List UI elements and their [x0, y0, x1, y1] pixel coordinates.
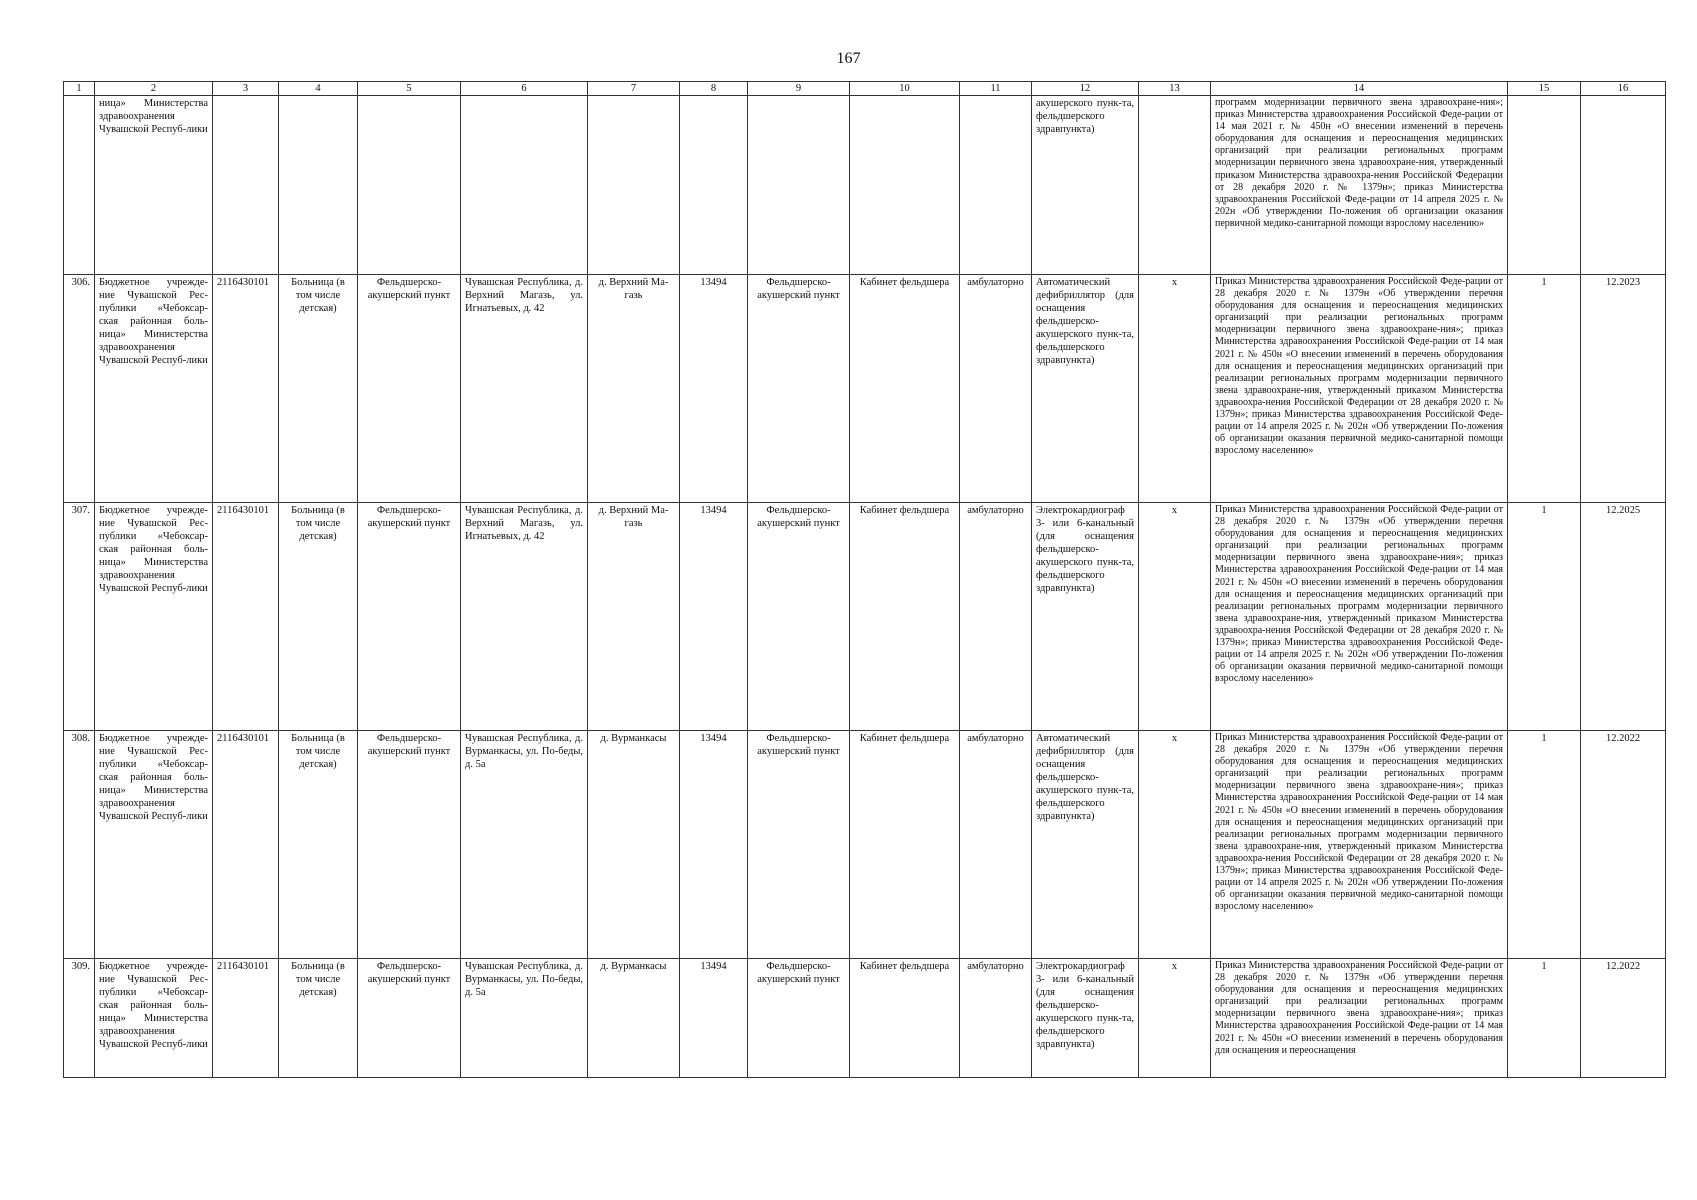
col-header: 1	[64, 82, 95, 96]
type-cell: Больница (в том числе детская)	[279, 275, 358, 503]
col-header: 15	[1508, 82, 1581, 96]
locality-cell: д. Вурманкасы	[588, 959, 680, 1078]
date-cell: 12.2023	[1581, 275, 1666, 503]
col13-cell: х	[1139, 731, 1211, 959]
address-cell: Чувашская Республика, д. Верхний Магазь, ул. Игнатьевых, д. 42	[461, 275, 588, 503]
normative-cell: программ модернизации первичного звена здравоохране-ния»; приказ Министерства здравоохранения Российской Феде-рации от 14 мая 2021 г. № 450н «О внесении изменений в перечень оборудования для оснащения и переоснащения медицинских организаций при реализации региональных программ модернизации первичного звена здравоохране-ния, утвержденный приказом Министерства здравоохра-нения Российской Федерации от 28 декабря 2020 г. № 1379н»; приказ Министерства здравоохранения Российской Феде-рации от 14 апреля 2025 г. № 202н «Об утверждении По-ложения об организации оказания первичной медико-санитарной помощи взрослому населению»	[1211, 96, 1508, 275]
locality-cell: д. Верхний Ма-газь	[588, 503, 680, 731]
col13-cell: х	[1139, 275, 1211, 503]
org-cell: ница» Министерства здравоохранения Чувашской Респуб-лики	[95, 96, 213, 275]
equipment-cell: акушерского пунк-та, фельдшерского здравпункта)	[1032, 96, 1139, 275]
register-table	[63, 81, 1666, 1078]
row-number: 307.	[64, 503, 95, 731]
date-cell: 12.2025	[1581, 503, 1666, 731]
col-header: 10	[850, 82, 960, 96]
qty-cell: 1	[1508, 503, 1581, 731]
col-header: 11	[960, 82, 1032, 96]
date-cell: 12.2022	[1581, 959, 1666, 1078]
column-number-row	[64, 82, 1666, 96]
col-header: 14	[1211, 82, 1508, 96]
col-header: 8	[680, 82, 748, 96]
table-row	[64, 503, 1666, 731]
row-number: 309.	[64, 959, 95, 1078]
code-cell: 13494	[680, 503, 748, 731]
qty-cell: 1	[1508, 959, 1581, 1078]
table-row-continuation	[64, 96, 1666, 275]
col-header: 7	[588, 82, 680, 96]
table-row	[64, 275, 1666, 503]
inn-cell: 2116430101	[213, 503, 279, 731]
type-cell: Больница (в том числе детская)	[279, 959, 358, 1078]
inn-cell: 2116430101	[213, 731, 279, 959]
care-cell: амбулаторно	[960, 503, 1032, 731]
room-cell: Кабинет фельдшера	[850, 959, 960, 1078]
org-cell: Бюджетное учрежде-ние Чувашской Рес-публики «Чебоксар-ская районная боль-ница» Министерства здравоохранения Чувашской Респуб-лики	[95, 503, 213, 731]
address-cell: Чувашская Республика, д. Вурманкасы, ул. По-беды, д. 5а	[461, 731, 588, 959]
type-cell: Больница (в том числе детская)	[279, 731, 358, 959]
subunit-cell: Фельдшерско-акушерский пункт	[748, 275, 850, 503]
col-header: 9	[748, 82, 850, 96]
care-cell: амбулаторно	[960, 731, 1032, 959]
col-header: 5	[358, 82, 461, 96]
qty-cell: 1	[1508, 731, 1581, 959]
page-number: 167	[836, 50, 861, 67]
room-cell: Кабинет фельдшера	[850, 275, 960, 503]
table-row	[64, 731, 1666, 959]
col-header: 2	[95, 82, 213, 96]
code-cell: 13494	[680, 731, 748, 959]
equipment-cell: Электрокардиограф 3- или 6-канальный (для оснащения фельдшерско-акушерского пунк-та, фельдшерского здравпункта)	[1032, 959, 1139, 1078]
subunit-cell: Фельдшерско-акушерский пункт	[748, 731, 850, 959]
equipment-cell: Автоматический дефибриллятор (для оснащения фельдшерско-акушерского пунк-та, фельдшерского здравпункта)	[1032, 275, 1139, 503]
org-cell: Бюджетное учрежде-ние Чувашской Рес-публики «Чебоксар-ская районная боль-ница» Министерства здравоохранения Чувашской Респуб-лики	[95, 275, 213, 503]
subunit-cell: Фельдшерско-акушерский пункт	[748, 503, 850, 731]
normative-cell: Приказ Министерства здравоохранения Российской Феде-рации от 28 декабря 2020 г. № 1379н «Об утверждении перечня оборудования для оснащения и переоснащения медицинских организаций при реализации региональных программ модернизации первичного звена здравоохране-ния»; приказ Министерства здравоохранения Российской Феде-рации от 14 мая 2021 г. № 450н «О внесении изменений в перечень оборудования для оснащения и переоснащения медицинских организаций при реализации региональных программ модернизации первичного звена здравоохране-ния, утвержденный приказом Министерства здравоохра-нения Российской Федерации от 28 декабря 2020 г. № 1379н»; приказ Министерства здравоохранения Российской Феде-рации от 14 апреля 2025 г. № 202н «Об утверждении По-ложения об организации оказания первичной медико-санитарной помощи взрослому населению»	[1211, 731, 1508, 959]
type-cell: Больница (в том числе детская)	[279, 503, 358, 731]
col-header: 3	[213, 82, 279, 96]
equipment-cell: Автоматический дефибриллятор (для оснащения фельдшерско-акушерского пунк-та, фельдшерского здравпункта)	[1032, 731, 1139, 959]
address-cell: Чувашская Республика, д. Вурманкасы, ул. По-беды, д. 5а	[461, 959, 588, 1078]
col-header: 12	[1032, 82, 1139, 96]
code-cell: 13494	[680, 275, 748, 503]
inn-cell: 2116430101	[213, 959, 279, 1078]
unit-cell: Фельдшерско-акушерский пункт	[358, 503, 461, 731]
care-cell: амбулаторно	[960, 275, 1032, 503]
qty-cell: 1	[1508, 275, 1581, 503]
subunit-cell: Фельдшерско-акушерский пункт	[748, 959, 850, 1078]
row-number: 306.	[64, 275, 95, 503]
col-header: 13	[1139, 82, 1211, 96]
col13-cell: х	[1139, 959, 1211, 1078]
equipment-cell: Электрокардиограф 3- или 6-канальный (для оснащения фельдшерско-акушерского пунк-та, фельдшерского здравпункта)	[1032, 503, 1139, 731]
col-header: 16	[1581, 82, 1666, 96]
code-cell: 13494	[680, 959, 748, 1078]
room-cell: Кабинет фельдшера	[850, 731, 960, 959]
col-header: 4	[279, 82, 358, 96]
org-cell: Бюджетное учрежде-ние Чувашской Рес-публики «Чебоксар-ская районная боль-ница» Министерства здравоохранения Чувашской Респуб-лики	[95, 731, 213, 959]
inn-cell: 2116430101	[213, 275, 279, 503]
row-number: 308.	[64, 731, 95, 959]
unit-cell: Фельдшерско-акушерский пункт	[358, 275, 461, 503]
normative-cell: Приказ Министерства здравоохранения Российской Феде-рации от 28 декабря 2020 г. № 1379н «Об утверждении перечня оборудования для оснащения и переоснащения медицинских организаций при реализации региональных программ модернизации первичного звена здравоохране-ния»; приказ Министерства здравоохранения Российской Феде-рации от 14 мая 2021 г. № 450н «О внесении изменений в перечень оборудования для оснащения и переоснащения медицинских организаций при реализации региональных программ модернизации первичного звена здравоохране-ния, утвержденный приказом Министерства здравоохра-нения Российской Федерации от 28 декабря 2020 г. № 1379н»; приказ Министерства здравоохранения Российской Феде-рации от 14 апреля 2025 г. № 202н «Об утверждении По-ложения об организации оказания первичной медико-санитарной помощи взрослому населению»	[1211, 503, 1508, 731]
normative-cell: Приказ Министерства здравоохранения Российской Феде-рации от 28 декабря 2020 г. № 1379н «Об утверждении перечня оборудования для оснащения и переоснащения медицинских организаций при реализации региональных программ модернизации первичного звена здравоохране-ния»; приказ Министерства здравоохранения Российской Феде-рации от 14 мая 2021 г. № 450н «О внесении изменений в перечень оборудования для оснащения и переоснащения	[1211, 959, 1508, 1078]
unit-cell: Фельдшерско-акушерский пункт	[358, 959, 461, 1078]
org-cell: Бюджетное учрежде-ние Чувашской Рес-публики «Чебоксар-ская районная боль-ница» Министерства здравоохранения Чувашской Респуб-лики	[95, 959, 213, 1078]
date-cell: 12.2022	[1581, 731, 1666, 959]
locality-cell: д. Верхний Ма-газь	[588, 275, 680, 503]
locality-cell: д. Вурманкасы	[588, 731, 680, 959]
normative-cell: Приказ Министерства здравоохранения Российской Феде-рации от 28 декабря 2020 г. № 1379н «Об утверждении перечня оборудования для оснащения и переоснащения медицинских организаций при реализации региональных программ модернизации первичного звена здравоохране-ния»; приказ Министерства здравоохранения Российской Феде-рации от 14 мая 2021 г. № 450н «О внесении изменений в перечень оборудования для оснащения и переоснащения медицинских организаций при реализации региональных программ модернизации первичного звена здравоохране-ния, утвержденный приказом Министерства здравоохра-нения Российской Федерации от 28 декабря 2020 г. № 1379н»; приказ Министерства здравоохранения Российской Феде-рации от 14 апреля 2025 г. № 202н «Об утверждении По-ложения об организации оказания первичной медико-санитарной помощи взрослому населению»	[1211, 275, 1508, 503]
unit-cell: Фельдшерско-акушерский пункт	[358, 731, 461, 959]
room-cell: Кабинет фельдшера	[850, 503, 960, 731]
table-row	[64, 959, 1666, 1078]
col13-cell: х	[1139, 503, 1211, 731]
address-cell: Чувашская Республика, д. Верхний Магазь, ул. Игнатьевых, д. 42	[461, 503, 588, 731]
col-header: 6	[461, 82, 588, 96]
care-cell: амбулаторно	[960, 959, 1032, 1078]
